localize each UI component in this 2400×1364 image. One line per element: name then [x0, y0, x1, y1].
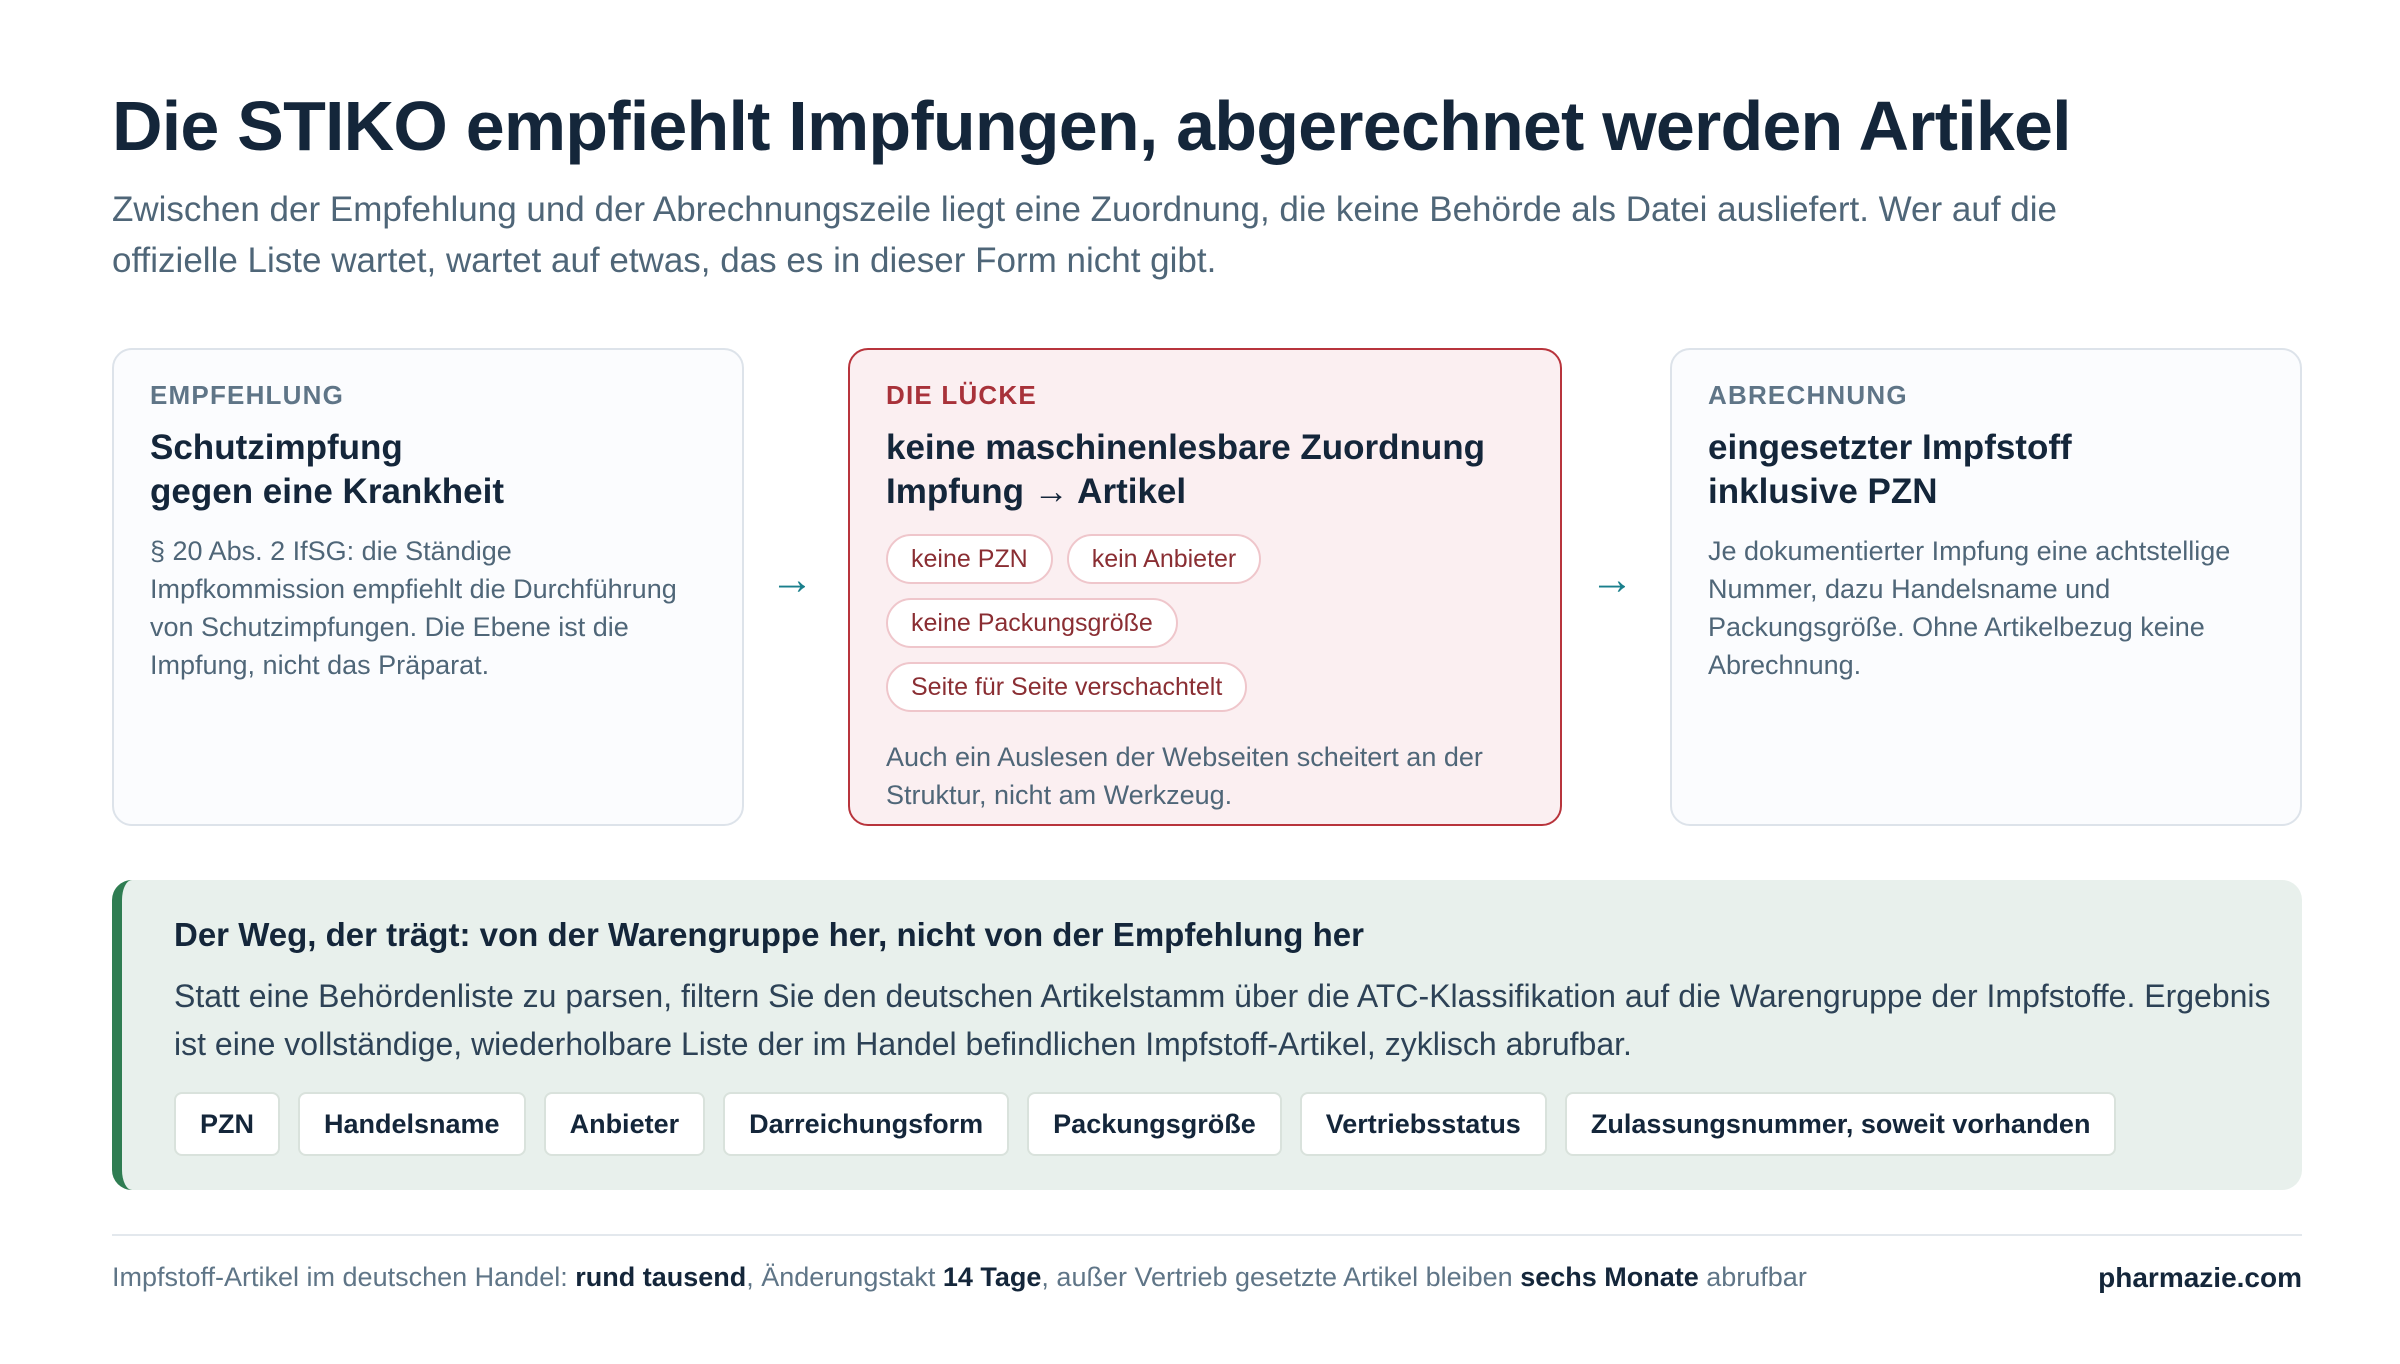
card-title-line: eingesetzter Impfstoff	[1708, 428, 2072, 467]
page-subtitle: Zwischen der Empfehlung und der Abrechnungszeile liegt eine Zuordnung, die keine Behörde als Datei ausliefert. Wer auf die offizielle Liste wartet, wartet auf etwas, das es in dieser Form nicht gibt.	[112, 190, 2057, 280]
card-eyebrow: ABRECHNUNG	[1708, 380, 1908, 410]
callout-title: Der Weg, der trägt: von der Warengruppe her, nicht von der Empfehlung her	[174, 916, 1364, 953]
field-tag: Packungsgröße	[1027, 1092, 1282, 1156]
footer-value: sechs Monate	[1520, 1262, 1699, 1292]
footer-note	[112, 1262, 1807, 1293]
card-title-line: inklusive PZN	[1708, 472, 1938, 511]
arrow-right-icon: →	[1590, 555, 1634, 604]
footer-text: Impfstoff-Artikel im deutschen Handel:	[112, 1262, 576, 1292]
footer-text: abrufbar	[1698, 1262, 1807, 1292]
gap-chip: keine PZN	[886, 534, 1053, 584]
field-tag: Zulassungsnummer, soweit vorhanden	[1565, 1092, 2117, 1156]
field-tag: Anbieter	[544, 1092, 706, 1156]
solution-callout	[112, 880, 2302, 1190]
card-title-line: Schutzimpfung	[150, 428, 403, 467]
gap-chip: keine Packungsgröße	[886, 598, 1178, 648]
footer-value: 14 Tage	[942, 1262, 1042, 1292]
card-title	[150, 426, 706, 514]
card-title-line: keine maschinenlesbare Zuordnung	[886, 428, 1486, 467]
card-title-line: gegen eine Krankheit	[150, 472, 504, 511]
card-abrechnung	[1670, 348, 2302, 826]
card-title	[1708, 426, 2264, 514]
field-tag: PZN	[174, 1092, 280, 1156]
card-eyebrow: DIE LÜCKE	[886, 380, 1037, 410]
card-body: Je dokumentierter Impfung eine achtstellige Nummer, dazu Handelsname und Packungsgröße. Ohne Artikelbezug keine Abrechnung.	[1708, 536, 2231, 680]
gap-chip: Seite für Seite verschachtelt	[886, 662, 1247, 712]
arrow-right-icon: →	[770, 555, 814, 604]
footer-text: , Änderungstakt	[746, 1262, 943, 1292]
card-title	[886, 426, 1524, 514]
card-empfehlung	[112, 348, 744, 826]
card-eyebrow: EMPFEHLUNG	[150, 380, 344, 410]
field-tag: Vertriebsstatus	[1300, 1092, 1547, 1156]
footer-value: rund tausend	[575, 1262, 747, 1292]
card-body: Auch ein Auslesen der Webseiten scheitert an der Struktur, nicht am Werkzeug.	[886, 742, 1483, 810]
page-title: Die STIKO empfiehlt Impfungen, abgerechnet werden Artikel	[112, 87, 2071, 165]
card-body: § 20 Abs. 2 IfSG: die Ständige Impfkommission empfiehlt die Durchführung von Schutzimpfungen. Die Ebene ist die Impfung, nicht das Präparat.	[150, 536, 677, 680]
card-title-line: Impfung → Artikel	[886, 472, 1187, 511]
footer-text: , außer Vertrieb gesetzte Artikel bleiben	[1041, 1262, 1521, 1292]
field-tag-list	[174, 1092, 2262, 1156]
footer-divider	[112, 1234, 2302, 1236]
field-tag: Handelsname	[298, 1092, 526, 1156]
field-tag: Darreichungsform	[723, 1092, 1009, 1156]
gap-chip-list	[886, 534, 1526, 726]
card-luecke	[848, 348, 1562, 826]
brand-name: pharmazie.com	[2098, 1262, 2302, 1293]
gap-chip: kein Anbieter	[1067, 534, 1262, 584]
callout-body: Statt eine Behördenliste zu parsen, filtern Sie den deutschen Artikelstamm über die ATC-Klassifikation auf die Warengruppe der Impfstoffe. Ergebnis ist eine vollständige, wiederholbare Liste der im Handel befindlichen Impfstoff-Artikel, zyklisch abrufbar.	[174, 978, 2271, 1062]
